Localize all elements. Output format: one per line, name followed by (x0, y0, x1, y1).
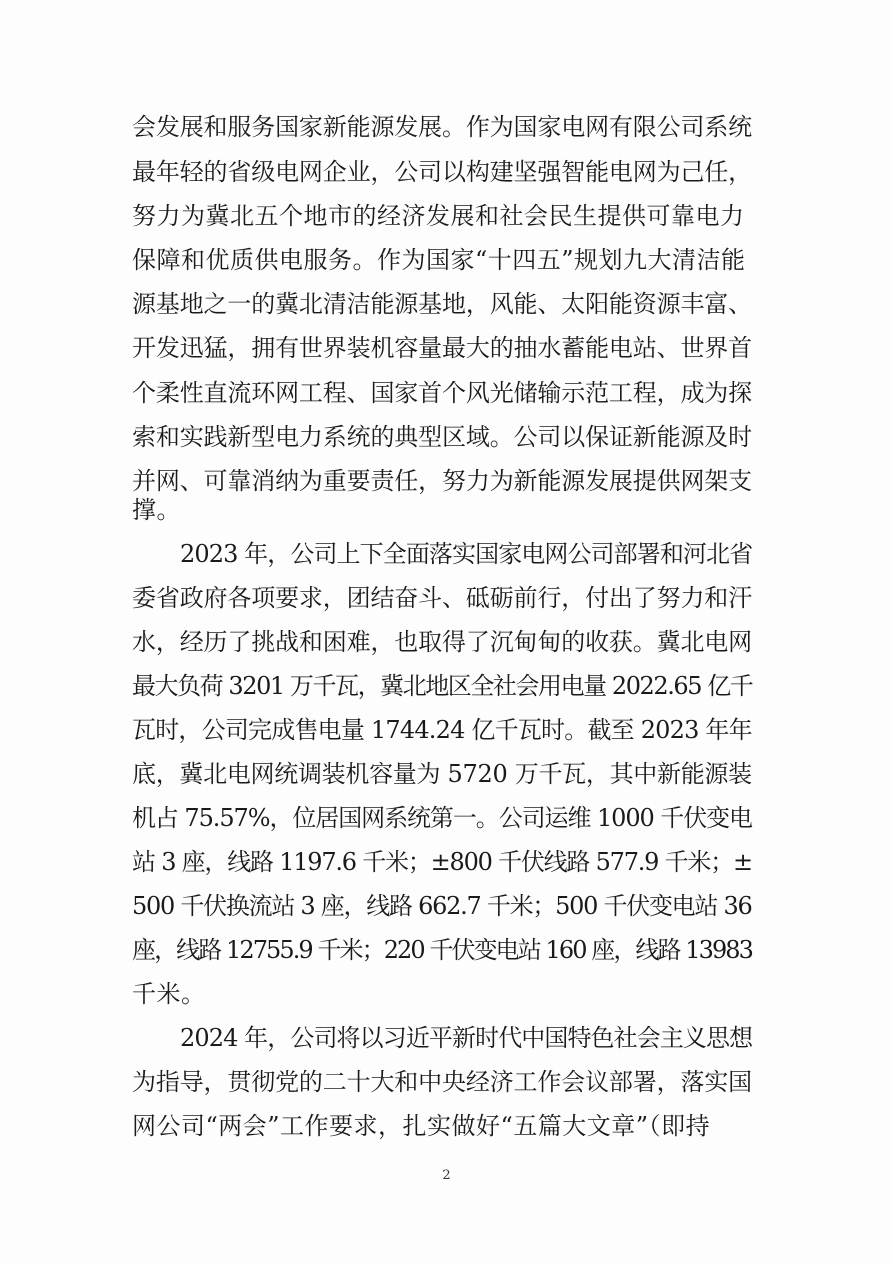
text-line: 网公司“两会”工作要求，扎实做好“五篇大文章”（即持 (132, 1112, 711, 1140)
text-line: 水，经历了挑战和困难，也取得了沉甸甸的收获。冀北电网 (132, 628, 752, 656)
text-line: 500 千伏换流站 3 座，线路 662.7 千米；500 千伏变电站 36 (132, 892, 752, 920)
text-line: 2023 年，公司上下全面落实国家电网公司部署和河北省 (180, 540, 753, 568)
text-line: 撑。 (132, 496, 181, 524)
text-line: 委省政府各项要求，团结奋斗、砥砺前行，付出了努力和汗 (132, 584, 752, 612)
text-line: 瓦时，公司完成售电量 1744.24 亿千瓦时。截至 2023 年年 (132, 716, 752, 744)
text-line: 开发迅猛，拥有世界装机容量最大的抽水蓄能电站、世界首 (132, 334, 752, 362)
text-line: 会发展和服务国家新能源发展。作为国家电网有限公司系统 (132, 113, 752, 141)
text-line: 站 3 座，线路 1197.6 千米；±800 千伏线路 577.9 千米；± (132, 848, 752, 876)
text-line: 座，线路 12755.9 千米；220 千伏变电站 160 座，线路 13983 (132, 936, 752, 964)
text-line: 努力为冀北五个地市的经济发展和社会民生提供可靠电力 (132, 202, 745, 230)
text-line: 为指导，贯彻党的二十大和中央经济工作会议部署，落实国 (132, 1068, 752, 1096)
text-line: 底，冀北电网统调装机容量为 5720 万千瓦，其中新能源装 (132, 760, 752, 788)
text-line: 保障和优质供电服务。作为国家“十四五”规划九大清洁能 (132, 246, 746, 274)
page-number: 2 (442, 1168, 451, 1183)
text-line: 千米。 (132, 980, 206, 1008)
text-line: 源基地之一的冀北清洁能源基地，风能、太阳能资源丰富、 (132, 290, 752, 318)
text-line: 个柔性直流环网工程、国家首个风光储输示范工程，成为探 (132, 379, 752, 407)
text-line: 索和实践新型电力系统的典型区域。公司以保证新能源及时 (132, 423, 752, 451)
text-line: 最年轻的省级电网企业，公司以构建坚强智能电网为己任， (132, 158, 752, 186)
text-line: 最大负荷 3201 万千瓦，冀北地区全社会用电量 2022.65 亿千 (132, 672, 753, 700)
text-line: 2024 年，公司将以习近平新时代中国特色社会主义思想 (180, 1024, 753, 1052)
text-line: 并网、可靠消纳为重要责任，努力为新能源发展提供网架支 (132, 467, 752, 495)
text-line: 机占 75.57%，位居国网系统第一。公司运维 1000 千伏变电 (132, 804, 752, 832)
